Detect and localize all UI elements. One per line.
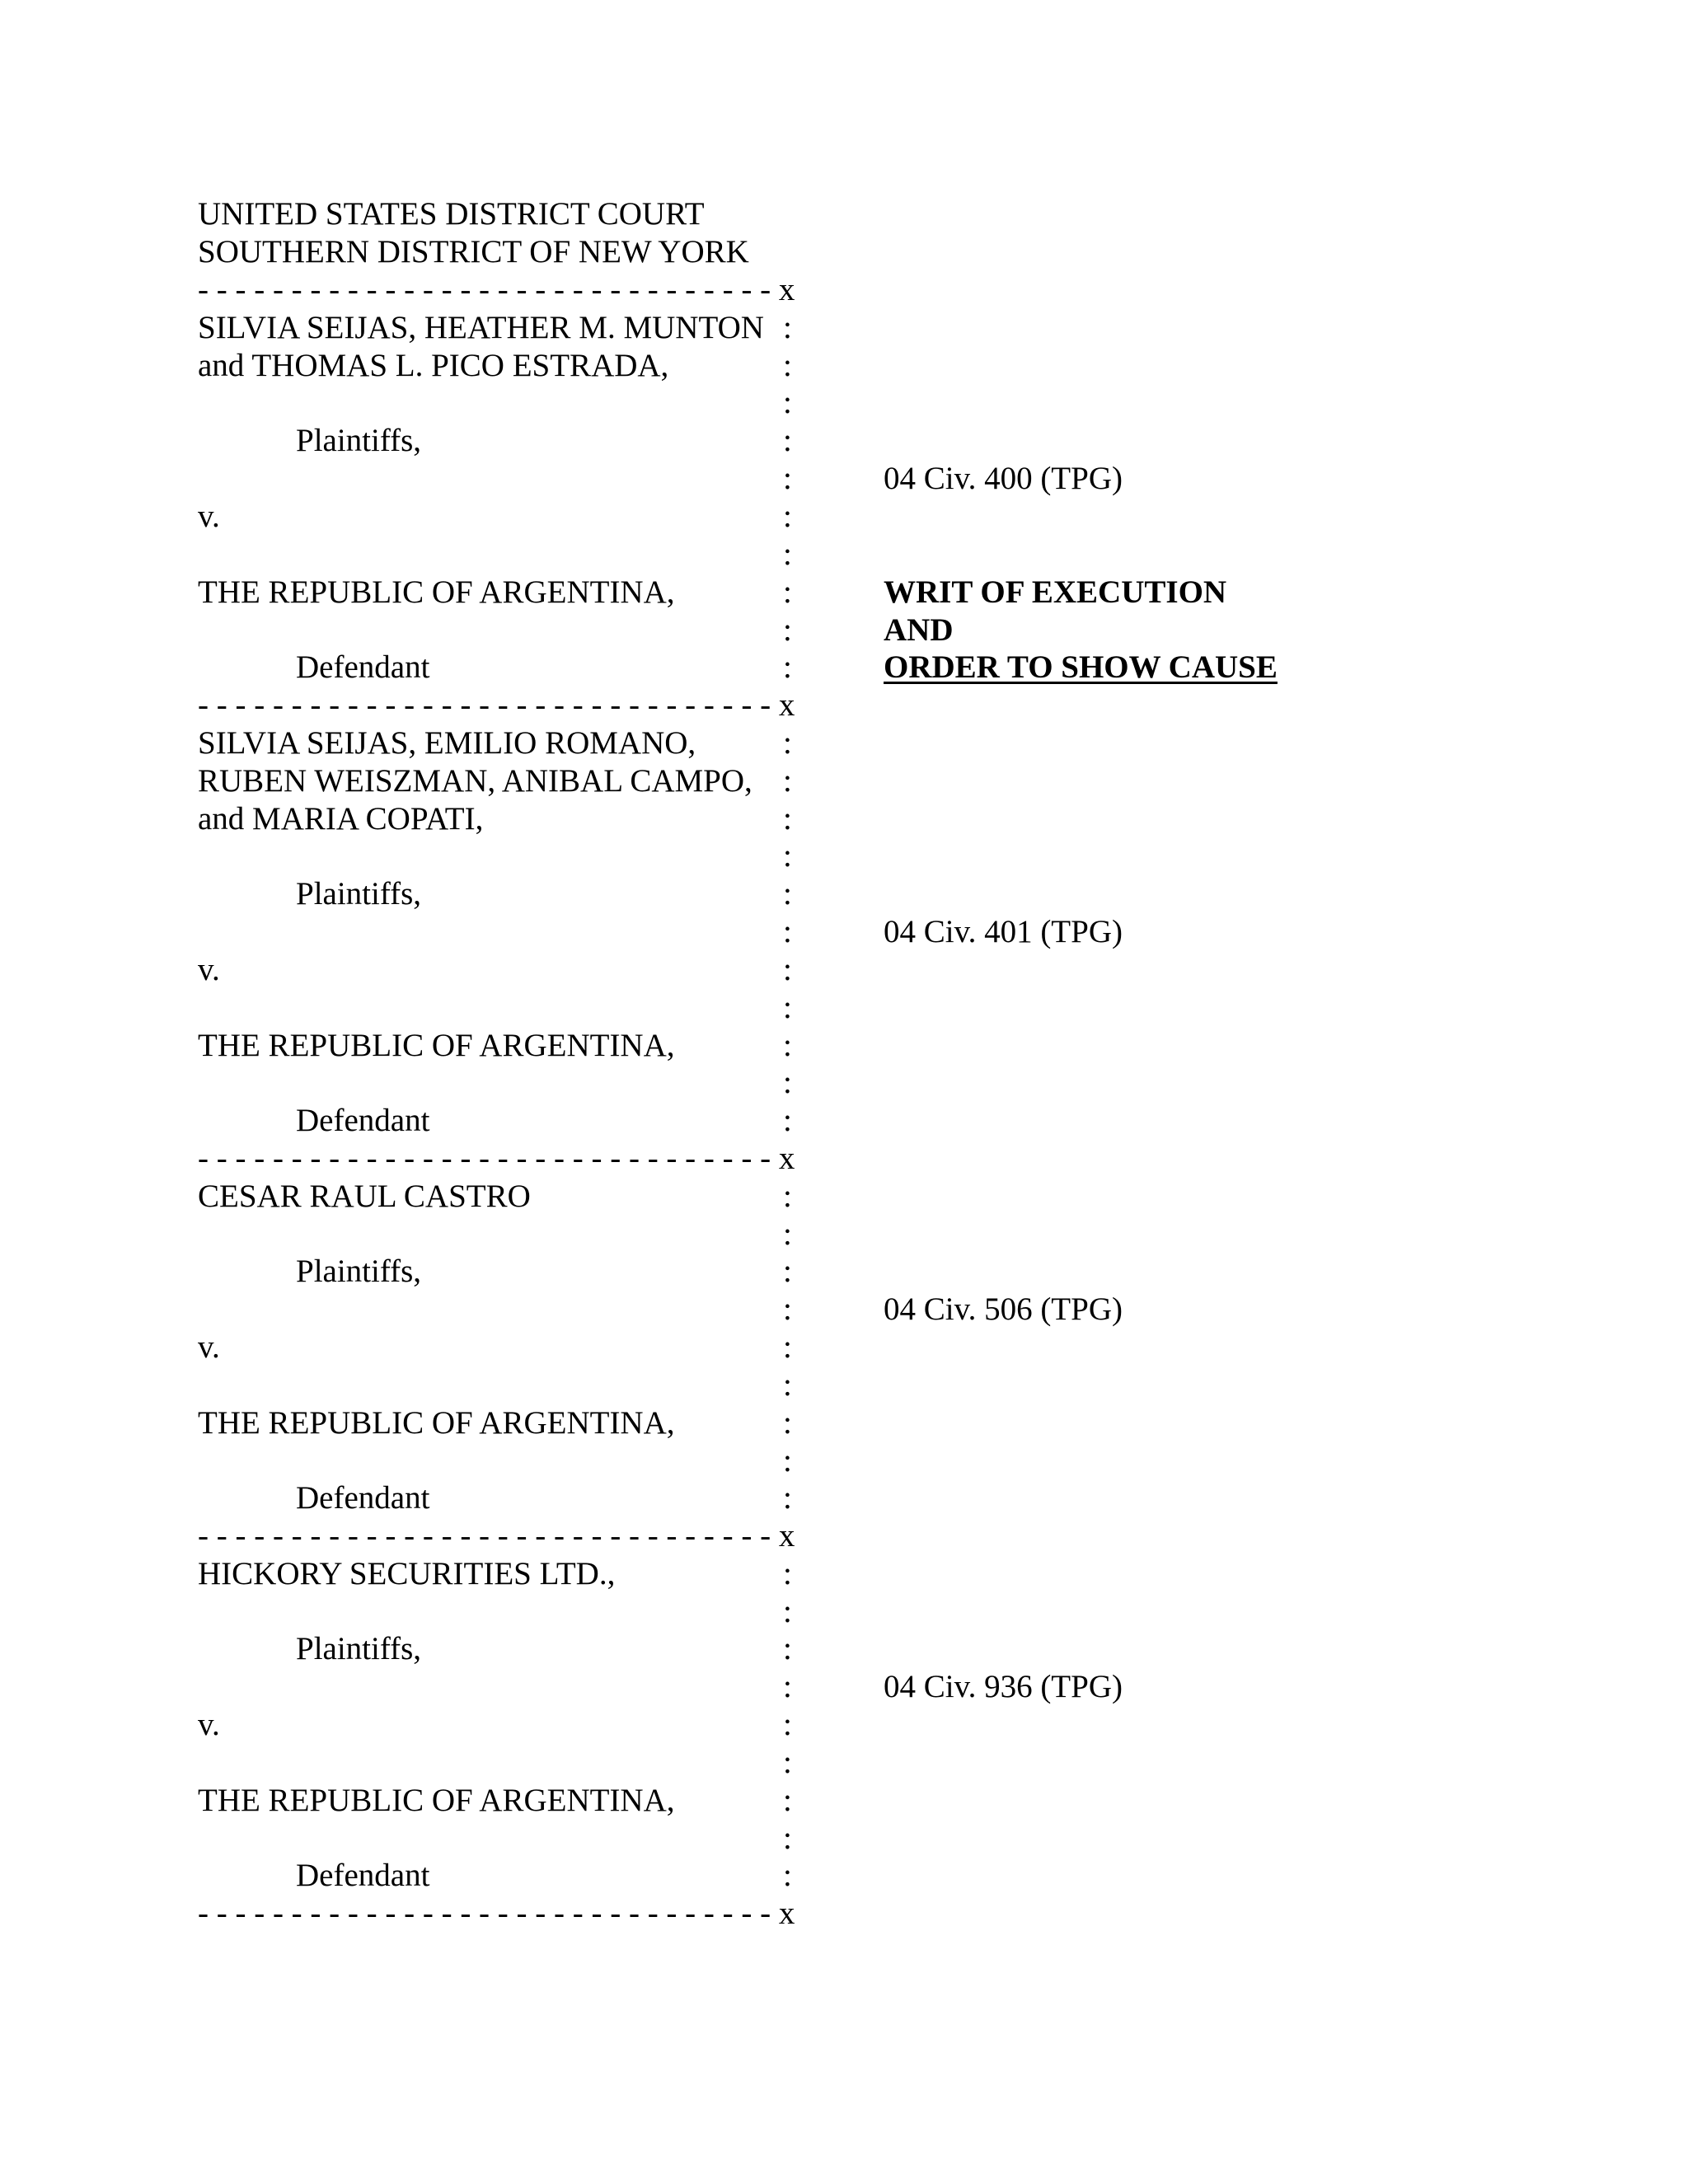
caption-colon: : bbox=[783, 1783, 792, 1818]
caption-colon: : bbox=[783, 876, 792, 912]
caption-colon: : bbox=[783, 461, 792, 496]
court-name: UNITED STATES DISTRICT COURT bbox=[198, 196, 705, 232]
caption-colon: : bbox=[783, 574, 792, 610]
caption-colon: : bbox=[783, 1367, 792, 1403]
case2-defendant-name: THE REPUBLIC OF ARGENTINA, bbox=[198, 1028, 675, 1063]
court-district: SOUTHERN DISTRICT OF NEW YORK bbox=[198, 234, 749, 269]
caption-colon: : bbox=[783, 1631, 792, 1666]
caption-colon: : bbox=[783, 1480, 792, 1516]
caption-colon: : bbox=[783, 1556, 792, 1591]
caption-colon: : bbox=[783, 1329, 792, 1365]
caption-colon: : bbox=[783, 1179, 792, 1214]
caption-colon: : bbox=[783, 537, 792, 572]
case4-plaintiffs-label: Plaintiffs, bbox=[296, 1631, 422, 1666]
caption-colon: : bbox=[783, 1065, 792, 1100]
caption-colon: : bbox=[783, 649, 792, 685]
caption-colon: : bbox=[783, 801, 792, 837]
case1-defendant-label: Defendant bbox=[296, 649, 430, 685]
caption-colon: : bbox=[783, 348, 792, 383]
caption-colon: : bbox=[783, 423, 792, 458]
case1-plaintiff-line: SILVIA SEIJAS, HEATHER M. MUNTON bbox=[198, 310, 764, 345]
caption-colon: : bbox=[783, 838, 792, 874]
case3-defendant-label: Defendant bbox=[296, 1480, 430, 1516]
caption-colon: : bbox=[783, 1254, 792, 1289]
document-title-line3: ORDER TO SHOW CAUSE bbox=[884, 649, 1278, 685]
caption-colon: : bbox=[783, 1669, 792, 1704]
case2-plaintiff-line: and MARIA COPATI, bbox=[198, 801, 484, 837]
case2-plaintiffs-label: Plaintiffs, bbox=[296, 876, 422, 912]
case3-plaintiff-line: CESAR RAUL CASTRO bbox=[198, 1179, 531, 1214]
case2-docket-number: 04 Civ. 401 (TPG) bbox=[884, 914, 1123, 949]
caption-colon: : bbox=[783, 310, 792, 345]
case2-defendant-label: Defendant bbox=[296, 1103, 430, 1138]
caption-colon: : bbox=[783, 1745, 792, 1780]
case4-plaintiff-line: HICKORY SECURITIES LTD., bbox=[198, 1556, 616, 1591]
case2-plaintiff-line: RUBEN WEISZMAN, ANIBAL CAMPO, bbox=[198, 763, 753, 799]
case1-plaintiffs-label: Plaintiffs, bbox=[296, 423, 422, 458]
case4-defendant-name: THE REPUBLIC OF ARGENTINA, bbox=[198, 1783, 675, 1818]
case1-docket-number: 04 Civ. 400 (TPG) bbox=[884, 461, 1123, 496]
caption-separator: - - - - - - - - - - - - - - - - - - - - - - - - - - - - - - - x bbox=[198, 1518, 795, 1554]
caption-colon: : bbox=[783, 1103, 792, 1138]
case3-docket-number: 04 Civ. 506 (TPG) bbox=[884, 1291, 1123, 1327]
case3-versus: v. bbox=[198, 1329, 220, 1365]
case1-plaintiff-line: and THOMAS L. PICO ESTRADA, bbox=[198, 348, 669, 383]
caption-colon: : bbox=[783, 1707, 792, 1742]
case2-plaintiff-line: SILVIA SEIJAS, EMILIO ROMANO, bbox=[198, 725, 696, 761]
caption-colon: : bbox=[783, 914, 792, 949]
case1-versus: v. bbox=[198, 499, 220, 534]
caption-colon: : bbox=[783, 1594, 792, 1629]
caption-colon: : bbox=[783, 612, 792, 648]
case4-docket-number: 04 Civ. 936 (TPG) bbox=[884, 1669, 1123, 1704]
case3-plaintiffs-label: Plaintiffs, bbox=[296, 1254, 422, 1289]
caption-colon: : bbox=[783, 1028, 792, 1063]
caption-colon: : bbox=[783, 385, 792, 420]
caption-separator: - - - - - - - - - - - - - - - - - - - - - - - - - - - - - - - x bbox=[198, 272, 795, 307]
caption-colon: : bbox=[783, 1858, 792, 1893]
caption-colon: : bbox=[783, 763, 792, 799]
caption-colon: : bbox=[783, 499, 792, 534]
caption-colon: : bbox=[783, 1821, 792, 1856]
caption-colon: : bbox=[783, 952, 792, 987]
case4-defendant-label: Defendant bbox=[296, 1858, 430, 1893]
caption-separator: - - - - - - - - - - - - - - - - - - - - - - - - - - - - - - - x bbox=[198, 1896, 795, 1931]
caption-separator: - - - - - - - - - - - - - - - - - - - - - - - - - - - - - - - x bbox=[198, 687, 795, 723]
document-title-line1: WRIT OF EXECUTION bbox=[884, 574, 1227, 610]
document-title-line2: AND bbox=[884, 612, 954, 648]
caption-colon: : bbox=[783, 1216, 792, 1252]
case4-versus: v. bbox=[198, 1707, 220, 1742]
caption-colon: : bbox=[783, 1291, 792, 1327]
caption-colon: : bbox=[783, 1405, 792, 1441]
caption-colon: : bbox=[783, 725, 792, 761]
case1-defendant-name: THE REPUBLIC OF ARGENTINA, bbox=[198, 574, 675, 610]
case2-versus: v. bbox=[198, 952, 220, 987]
caption-colon: : bbox=[783, 990, 792, 1025]
caption-colon: : bbox=[783, 1443, 792, 1479]
caption-separator: - - - - - - - - - - - - - - - - - - - - - - - - - - - - - - - x bbox=[198, 1141, 795, 1176]
case3-defendant-name: THE REPUBLIC OF ARGENTINA, bbox=[198, 1405, 675, 1441]
